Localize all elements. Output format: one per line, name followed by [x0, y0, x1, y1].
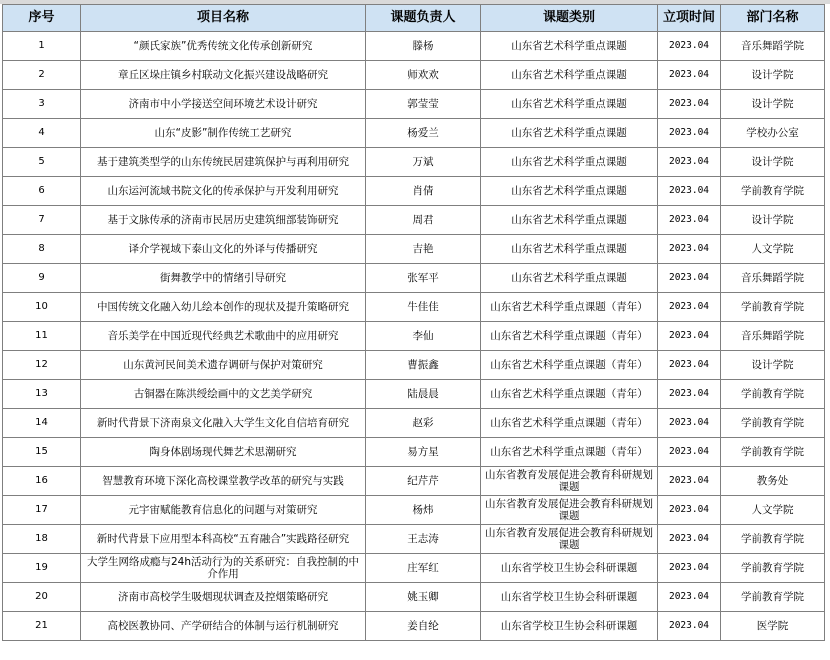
cell-seq: 16: [3, 467, 81, 496]
cell-project: “颜氏家族”优秀传统文化传承创新研究: [81, 32, 366, 61]
cell-leader: 万斌: [366, 148, 481, 177]
cell-dept: 人文学院: [721, 235, 825, 264]
table-row: [3, 148, 825, 177]
cell-leader: 滕杨: [366, 32, 481, 61]
cell-project: 基于建筑类型学的山东传统民居建筑保护与再利用研究: [81, 148, 366, 177]
cell-date: 2023.04: [658, 235, 721, 264]
cell-date: 2023.04: [658, 90, 721, 119]
cell-project: 新时代背景下济南泉文化融入大学生文化自信培育研究: [81, 409, 366, 438]
cell-date: 2023.04: [658, 525, 721, 554]
cell-seq: 5: [3, 148, 81, 177]
project-table: [2, 4, 825, 641]
cell-leader: 牛佳佳: [366, 293, 481, 322]
cell-date: 2023.04: [658, 351, 721, 380]
cell-seq: 6: [3, 177, 81, 206]
cell-category: 山东省艺术科学重点课题: [481, 206, 658, 235]
cell-date: 2023.04: [658, 467, 721, 496]
cell-category: 山东省艺术科学重点课题: [481, 90, 658, 119]
cell-category: 山东省教育发展促进会教育科研规划课题: [481, 525, 658, 554]
cell-dept: 学前教育学院: [721, 583, 825, 612]
cell-project: 智慧教育环境下深化高校课堂教学改革的研究与实践: [81, 467, 366, 496]
cell-leader: 易方星: [366, 438, 481, 467]
cell-leader: 赵彩: [366, 409, 481, 438]
cell-seq: 2: [3, 61, 81, 90]
cell-dept: 学前教育学院: [721, 380, 825, 409]
cell-seq: 4: [3, 119, 81, 148]
header-dept: 部门名称: [721, 5, 825, 32]
cell-date: 2023.04: [658, 293, 721, 322]
cell-dept: 音乐舞蹈学院: [721, 264, 825, 293]
cell-date: 2023.04: [658, 380, 721, 409]
cell-category: 山东省学校卫生协会科研课题: [481, 583, 658, 612]
header-date: 立项时间: [658, 5, 721, 32]
table-row: [3, 293, 825, 322]
cell-project: 高校医教协同、产学研结合的体制与运行机制研究: [81, 612, 366, 641]
header-category: 课题类别: [481, 5, 658, 32]
table-row: [3, 32, 825, 61]
cell-leader: 吉艳: [366, 235, 481, 264]
table-row: [3, 90, 825, 119]
cell-date: 2023.04: [658, 438, 721, 467]
cell-dept: 医学院: [721, 612, 825, 641]
table-row: [3, 409, 825, 438]
cell-date: 2023.04: [658, 322, 721, 351]
cell-date: 2023.04: [658, 61, 721, 90]
cell-seq: 1: [3, 32, 81, 61]
table-row: [3, 235, 825, 264]
cell-date: 2023.04: [658, 409, 721, 438]
cell-date: 2023.04: [658, 119, 721, 148]
cell-leader: 庄军红: [366, 554, 481, 583]
table-row: [3, 496, 825, 525]
cell-date: 2023.04: [658, 206, 721, 235]
cell-dept: 教务处: [721, 467, 825, 496]
cell-category: 山东省艺术科学重点课题（青年）: [481, 322, 658, 351]
cell-dept: 设计学院: [721, 206, 825, 235]
cell-leader: 陆晨晨: [366, 380, 481, 409]
cell-seq: 21: [3, 612, 81, 641]
table-row: [3, 467, 825, 496]
cell-dept: 学前教育学院: [721, 293, 825, 322]
cell-leader: 肖倩: [366, 177, 481, 206]
table-row: [3, 525, 825, 554]
table-row: [3, 380, 825, 409]
cell-project: 大学生网络成瘾与24h活动行为的关系研究：自我控制的中介作用: [81, 554, 366, 583]
cell-date: 2023.04: [658, 264, 721, 293]
cell-category: 山东省教育发展促进会教育科研规划课题: [481, 496, 658, 525]
cell-dept: 音乐舞蹈学院: [721, 322, 825, 351]
cell-dept: 学前教育学院: [721, 438, 825, 467]
cell-leader: 师欢欢: [366, 61, 481, 90]
cell-category: 山东省教育发展促进会教育科研规划课题: [481, 467, 658, 496]
table-body: [3, 32, 825, 641]
header-row: [3, 5, 825, 32]
cell-seq: 7: [3, 206, 81, 235]
table-row: [3, 119, 825, 148]
table-row: [3, 351, 825, 380]
cell-category: 山东省艺术科学重点课题: [481, 264, 658, 293]
cell-project: 山东运河流域书院文化的传承保护与开发利用研究: [81, 177, 366, 206]
table-row: [3, 61, 825, 90]
cell-date: 2023.04: [658, 612, 721, 641]
cell-project: 山东“皮影”制作传统工艺研究: [81, 119, 366, 148]
cell-category: 山东省艺术科学重点课题: [481, 148, 658, 177]
cell-project: 章丘区垛庄镇乡村联动文化振兴建设战略研究: [81, 61, 366, 90]
cell-project: 新时代背景下应用型本科高校“五育融合”实践路径研究: [81, 525, 366, 554]
table-row: [3, 554, 825, 583]
cell-category: 山东省艺术科学重点课题（青年）: [481, 293, 658, 322]
cell-project: 山东黄河民间美术遗存调研与保护对策研究: [81, 351, 366, 380]
cell-dept: 学前教育学院: [721, 409, 825, 438]
cell-project: 街舞教学中的情绪引导研究: [81, 264, 366, 293]
cell-seq: 13: [3, 380, 81, 409]
cell-seq: 9: [3, 264, 81, 293]
cell-project: 济南市高校学生吸烟现状调查及控烟策略研究: [81, 583, 366, 612]
cell-category: 山东省学校卫生协会科研课题: [481, 554, 658, 583]
table-row: [3, 322, 825, 351]
cell-dept: 设计学院: [721, 61, 825, 90]
cell-dept: 学前教育学院: [721, 177, 825, 206]
table-row: [3, 438, 825, 467]
cell-date: 2023.04: [658, 583, 721, 612]
cell-project: 陶身体剧场现代舞艺术思潮研究: [81, 438, 366, 467]
table-row: [3, 177, 825, 206]
header-leader: 课题负责人: [366, 5, 481, 32]
cell-leader: 李仙: [366, 322, 481, 351]
header-project: 项目名称: [81, 5, 366, 32]
cell-leader: 郭莹莹: [366, 90, 481, 119]
cell-dept: 设计学院: [721, 90, 825, 119]
cell-leader: 姜自纶: [366, 612, 481, 641]
cell-project: 中国传统文化融入幼儿绘本创作的现状及提升策略研究: [81, 293, 366, 322]
table-row: [3, 612, 825, 641]
cell-seq: 17: [3, 496, 81, 525]
table-row: [3, 206, 825, 235]
cell-seq: 11: [3, 322, 81, 351]
cell-seq: 8: [3, 235, 81, 264]
cell-seq: 18: [3, 525, 81, 554]
cell-project: 济南市中小学接送空间环境艺术设计研究: [81, 90, 366, 119]
cell-category: 山东省艺术科学重点课题: [481, 119, 658, 148]
cell-date: 2023.04: [658, 148, 721, 177]
cell-dept: 学前教育学院: [721, 525, 825, 554]
cell-date: 2023.04: [658, 32, 721, 61]
cell-seq: 10: [3, 293, 81, 322]
cell-dept: 学前教育学院: [721, 554, 825, 583]
cell-category: 山东省艺术科学重点课题（青年）: [481, 438, 658, 467]
cell-category: 山东省艺术科学重点课题（青年）: [481, 409, 658, 438]
cell-category: 山东省艺术科学重点课题: [481, 61, 658, 90]
cell-category: 山东省艺术科学重点课题: [481, 32, 658, 61]
cell-dept: 设计学院: [721, 148, 825, 177]
cell-project: 元宇宙赋能教育信息化的问题与对策研究: [81, 496, 366, 525]
cell-category: 山东省学校卫生协会科研课题: [481, 612, 658, 641]
table-row: [3, 583, 825, 612]
cell-leader: 曹振鑫: [366, 351, 481, 380]
cell-category: 山东省艺术科学重点课题: [481, 235, 658, 264]
cell-leader: 张军平: [366, 264, 481, 293]
cell-leader: 杨爱兰: [366, 119, 481, 148]
cell-project: 音乐美学在中国近现代经典艺术歌曲中的应用研究: [81, 322, 366, 351]
cell-date: 2023.04: [658, 177, 721, 206]
cell-category: 山东省艺术科学重点课题: [481, 177, 658, 206]
cell-dept: 学校办公室: [721, 119, 825, 148]
cell-project: 基于文脉传承的济南市民居历史建筑细部装饰研究: [81, 206, 366, 235]
header-seq: 序号: [3, 5, 81, 32]
cell-seq: 19: [3, 554, 81, 583]
cell-seq: 15: [3, 438, 81, 467]
cell-dept: 设计学院: [721, 351, 825, 380]
cell-date: 2023.04: [658, 496, 721, 525]
cell-seq: 14: [3, 409, 81, 438]
cell-seq: 3: [3, 90, 81, 119]
cell-project: 古铜器在陈洪绶绘画中的文艺美学研究: [81, 380, 366, 409]
cell-dept: 人文学院: [721, 496, 825, 525]
table-row: [3, 264, 825, 293]
cell-leader: 周君: [366, 206, 481, 235]
cell-leader: 杨炜: [366, 496, 481, 525]
cell-project: 译介学视域下泰山文化的外译与传播研究: [81, 235, 366, 264]
cell-category: 山东省艺术科学重点课题（青年）: [481, 380, 658, 409]
cell-dept: 音乐舞蹈学院: [721, 32, 825, 61]
cell-seq: 20: [3, 583, 81, 612]
cell-seq: 12: [3, 351, 81, 380]
cell-leader: 王志涛: [366, 525, 481, 554]
cell-date: 2023.04: [658, 554, 721, 583]
cell-leader: 纪芹芹: [366, 467, 481, 496]
cell-leader: 姚玉卿: [366, 583, 481, 612]
cell-category: 山东省艺术科学重点课题（青年）: [481, 351, 658, 380]
